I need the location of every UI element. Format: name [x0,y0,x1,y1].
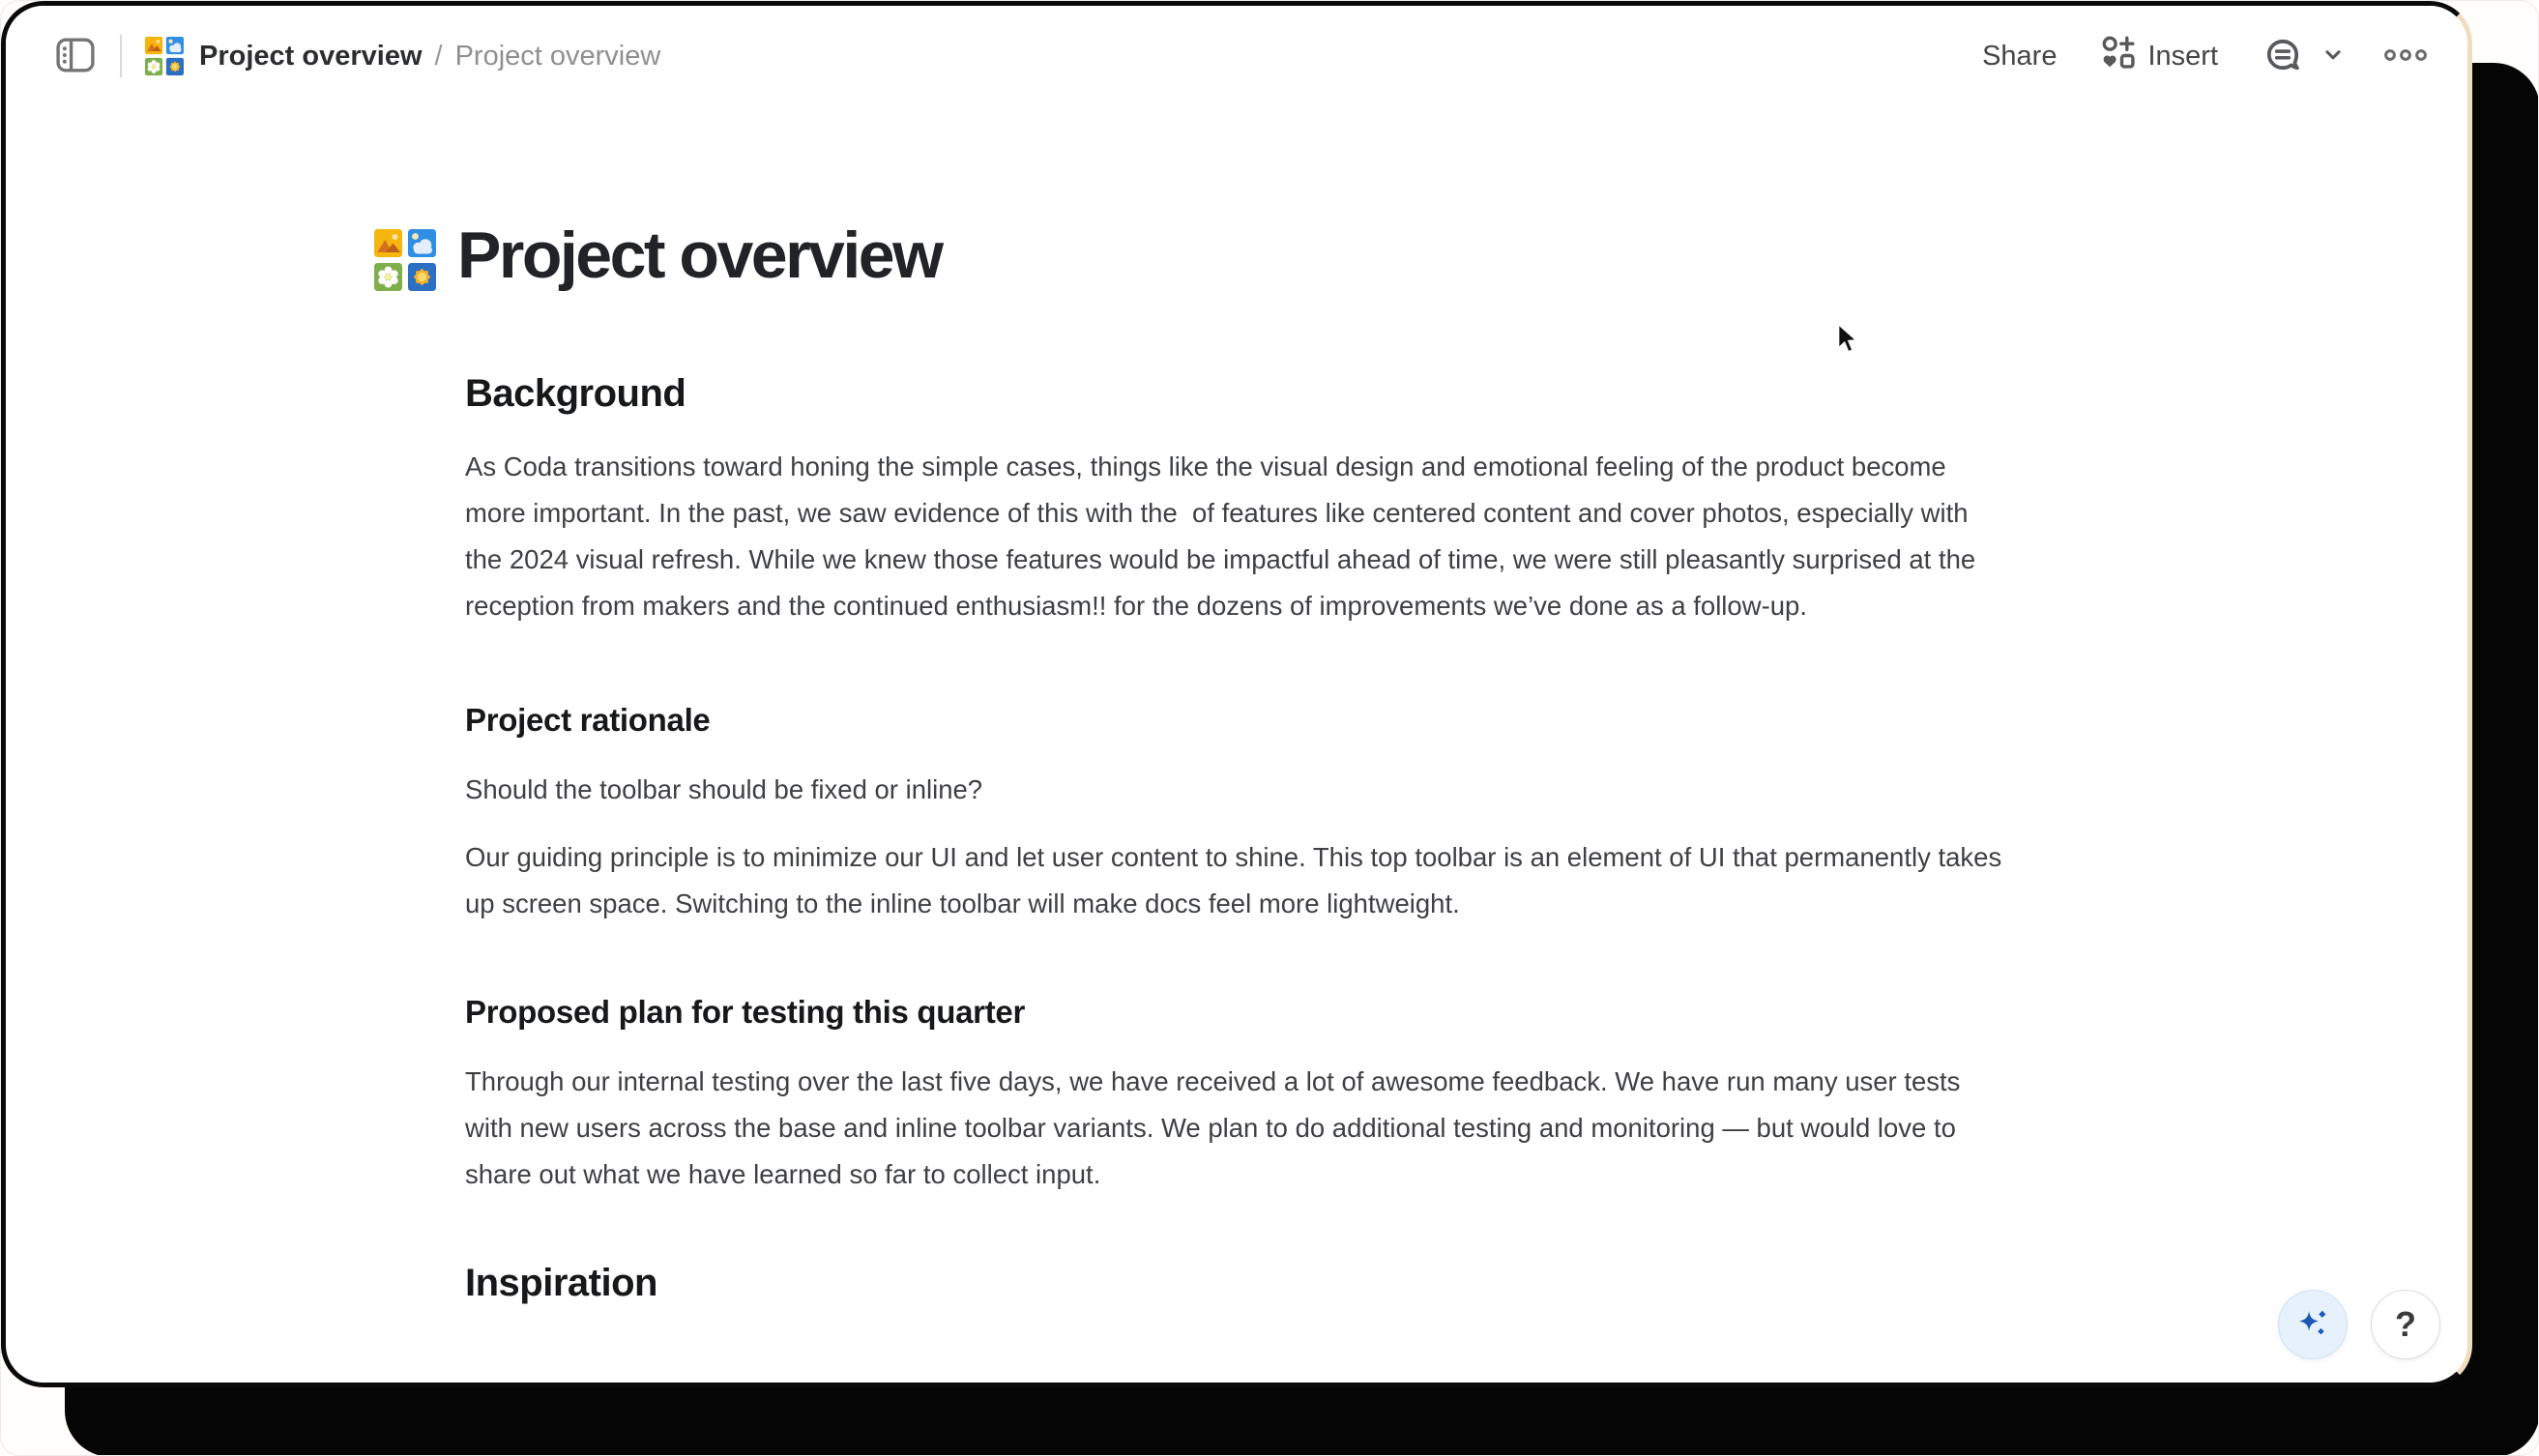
mouse-cursor [1835,323,1860,359]
document-canvas[interactable] [6,106,2467,1308]
breadcrumb-page-title[interactable]: Project overview [454,40,661,72]
coda-doc-window [1,1,2472,1387]
toolbar-right-group [1982,29,2435,83]
doc-title[interactable]: Project overview [457,218,942,292]
section-heading-project-rationale[interactable]: Project rationale [465,702,711,738]
toolbar-left-group [50,32,660,81]
share-button[interactable]: Share [1982,40,2057,72]
doc-emoji-icon[interactable] [371,229,439,296]
question-mark-icon: ? [2395,1304,2416,1344]
toolbar-divider [120,35,122,77]
section-heading-background[interactable]: Background [465,372,686,415]
more-options-button[interactable] [2377,42,2435,72]
section-heading-proposed-plan[interactable]: Proposed plan for testing this quarter [465,994,1025,1030]
paragraph-rationale-question[interactable]: Should the toolbar should be fixed or inline? [465,774,983,804]
section-heading-inspiration[interactable]: Inspiration [465,1262,657,1304]
chevron-down-icon [2322,44,2344,69]
sidebar-toggle-button[interactable] [50,32,101,81]
paragraph-proposed-plan[interactable]: Through our internal testing over the last five days, we have received a lot of awesome feedback. We have run many user tests with new users across the base and inline toolbar variants. We plan to do additional testing and monitoring — but would love to share out what we have learned so far to collect input. [465,1066,1969,1189]
ai-assistant-button[interactable] [2278,1290,2348,1359]
document-column [457,216,2009,1308]
breadcrumb-separator: / [434,40,443,72]
insert-button-label: Insert [2147,40,2218,72]
more-dots-icon [2382,47,2429,66]
insert-shapes-icon [2101,35,2136,77]
floating-button-group [2278,1290,2440,1359]
comments-expand-button[interactable] [2317,39,2349,74]
breadcrumb-doc-title[interactable]: Project overview [199,40,423,72]
comments-button[interactable] [2259,31,2307,82]
doc-emoji-icon[interactable] [145,37,184,75]
paragraph-background[interactable]: As Coda transitions toward honing the simple cases, things like the visual design and emotional feeling of the product become more important. In the past, we saw evidence of this with the of features like centered content and cover photos, especially with the 2024 visual refresh. While we knew those features would be impactful ahead of time, we were still pleasantly surprised at the reception from makers and the continued enthusiasm!! for the dozens of improvements we’ve done as a follow-up. [465,451,1983,621]
comment-bubble-icon [2264,37,2301,76]
top-toolbar [6,6,2467,106]
sidebar-panel-icon [56,38,95,75]
insert-button[interactable] [2095,29,2224,83]
sparkles-icon [2294,1305,2331,1345]
comments-control [2259,31,2349,82]
paragraph-rationale-principle[interactable]: Our guiding principle is to minimize our UI and let user content to shine. This top toolbar is an element of UI that permanently takes up screen space. Switching to the inline toolbar will make docs feel more lightweight. [465,842,2009,918]
doc-title-row [457,216,2008,295]
help-button[interactable] [2371,1290,2440,1359]
